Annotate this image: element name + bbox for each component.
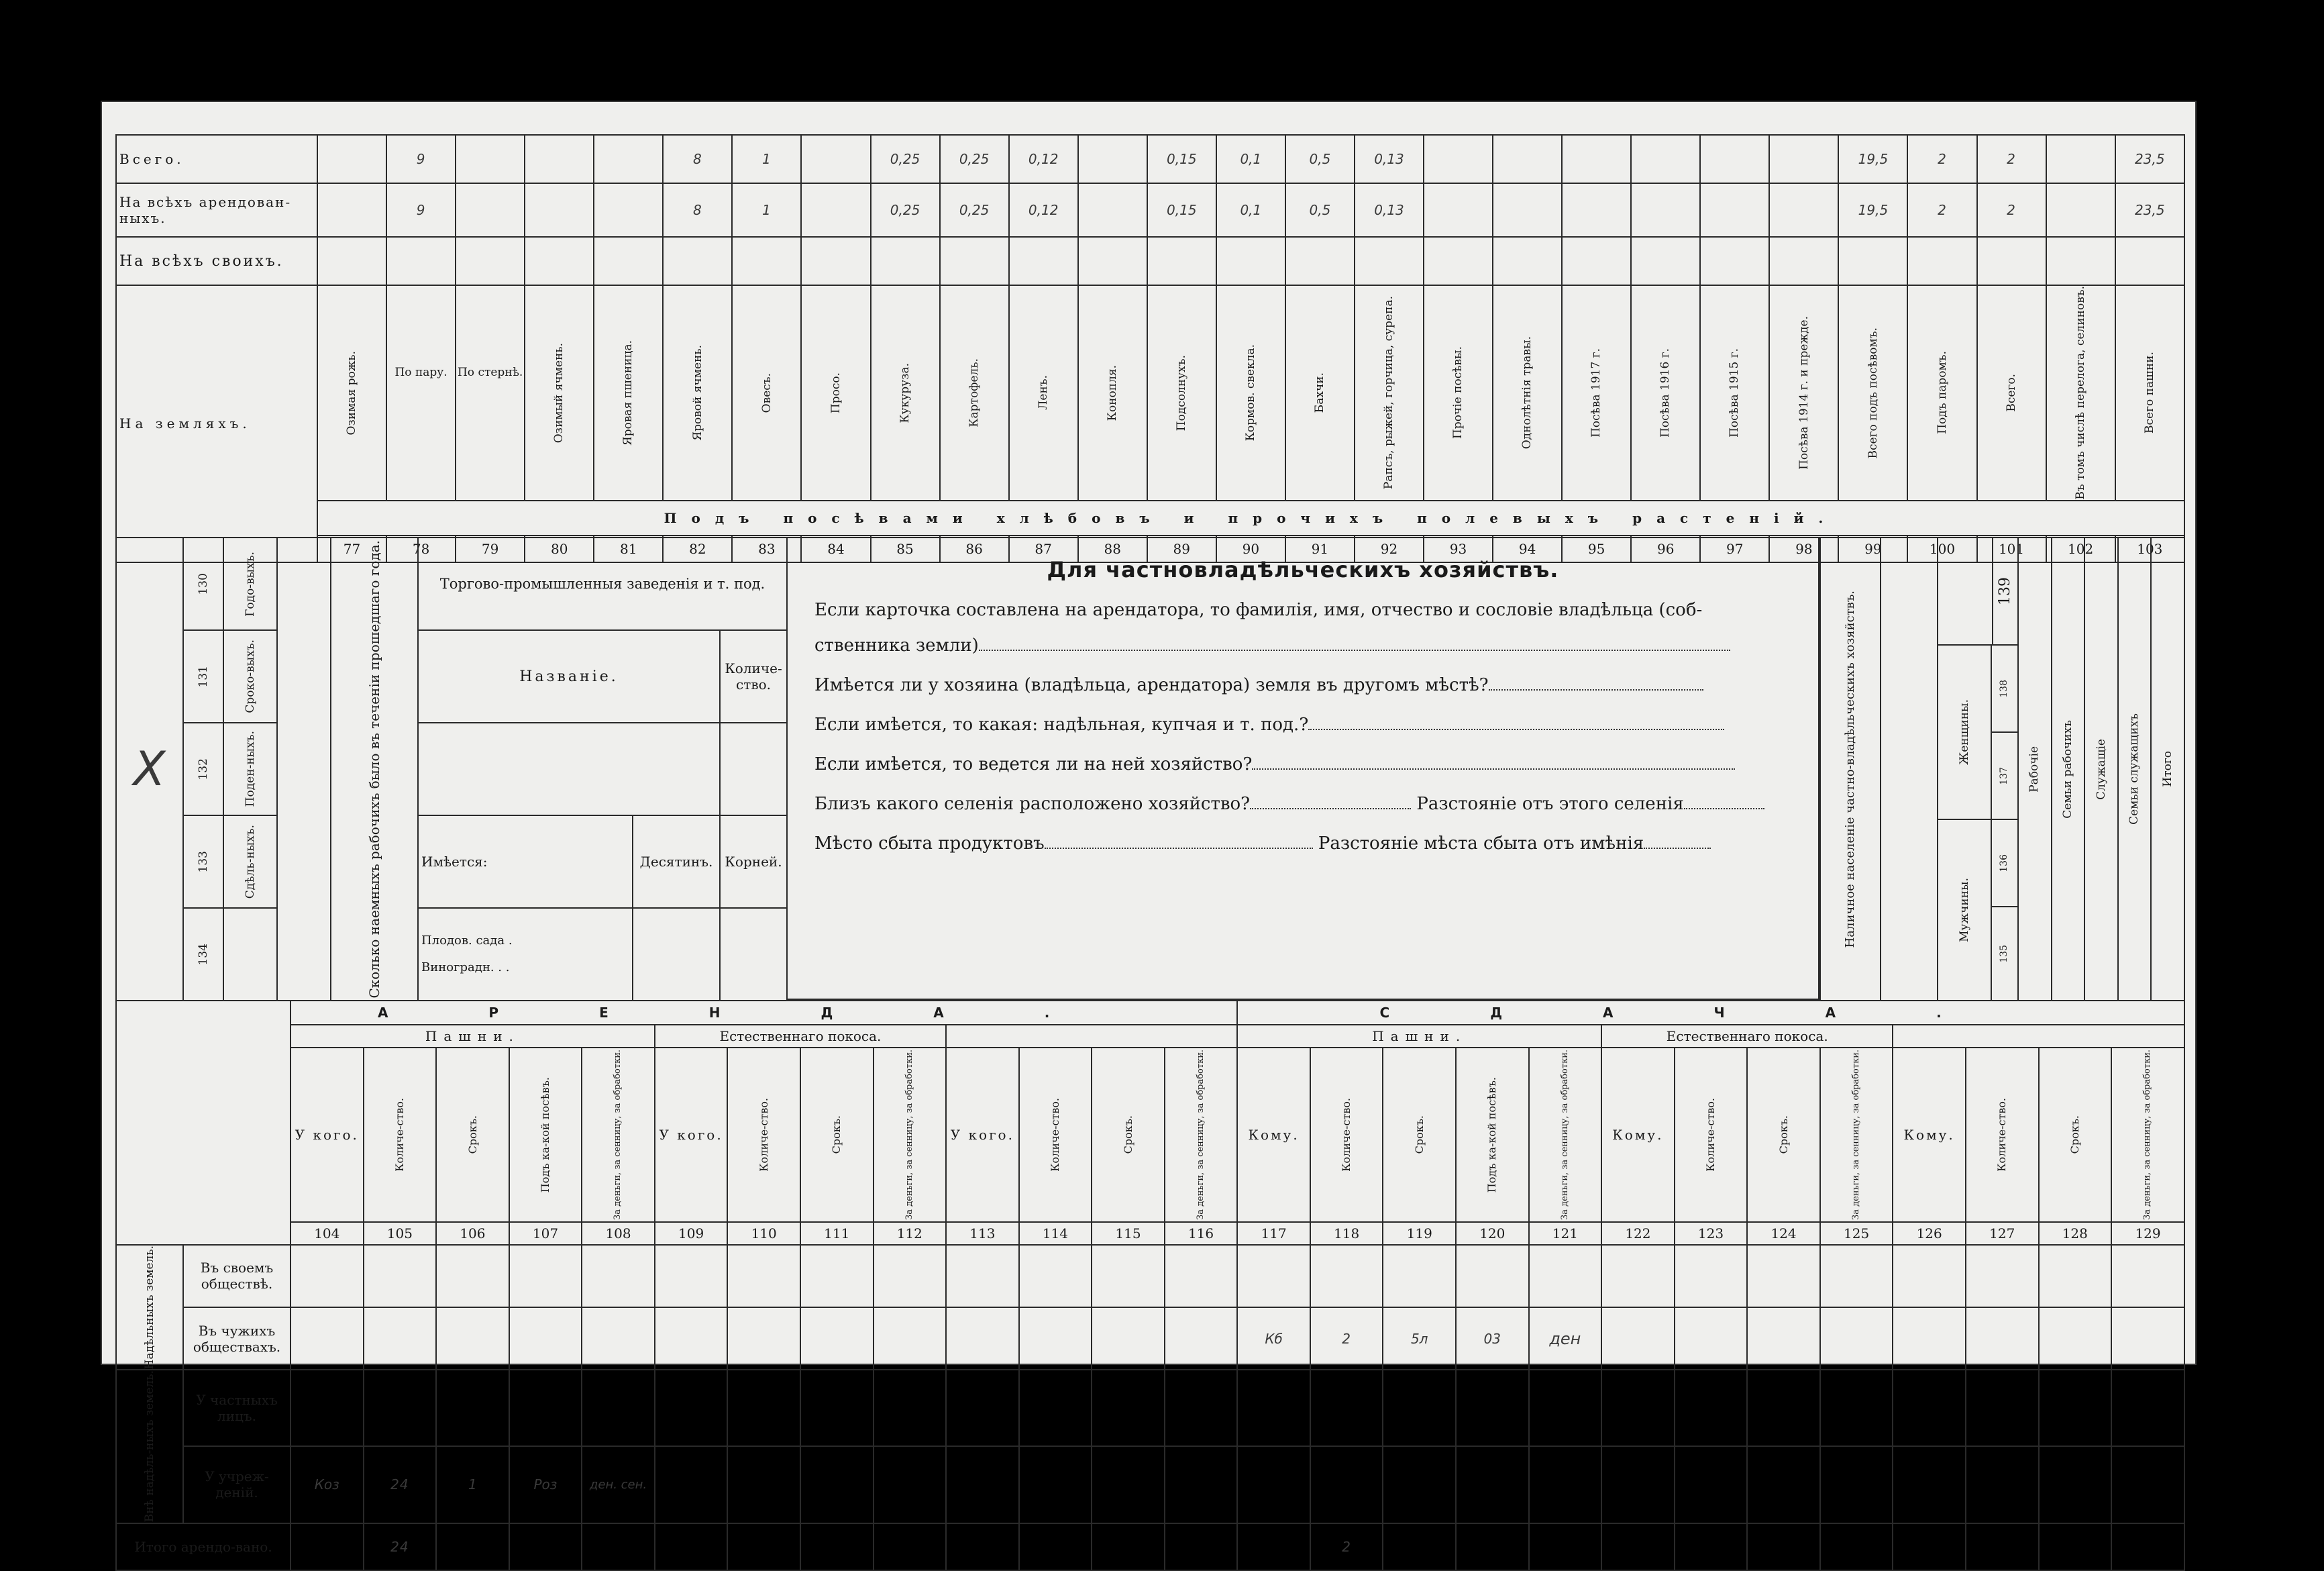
lease-column-header bbox=[1019, 1048, 1092, 1222]
hw-value: 23,5 bbox=[2115, 183, 2184, 237]
row-label: У учреж-деній. bbox=[183, 1446, 290, 1523]
hw-value: 1 bbox=[732, 135, 801, 183]
lease-column-number: 110 bbox=[727, 1222, 800, 1245]
form-line-5: Если имѣется, то ведется ли на ней хозяйство? bbox=[814, 754, 1253, 774]
lease-column-header bbox=[290, 1048, 364, 1222]
lease-column-header bbox=[1237, 1048, 1310, 1222]
crop-column-number: 82 bbox=[663, 536, 732, 562]
lease-column-header bbox=[1456, 1048, 1529, 1222]
hw-value: 19,5 bbox=[1838, 135, 1907, 183]
population-title: Наличное населеніе частно-владѣльческихъ хозяйствъ. bbox=[1843, 590, 1858, 948]
lease-column-header bbox=[946, 1048, 1019, 1222]
row-institutions bbox=[116, 1446, 2184, 1523]
hw-value: 0,15 bbox=[1147, 135, 1216, 183]
name-header: Названіе. bbox=[418, 630, 720, 723]
lease-column-label: У кого. bbox=[659, 1126, 723, 1143]
hw-value: 2 bbox=[1907, 135, 1976, 183]
row-total bbox=[116, 135, 2184, 183]
lease-column-label: Срокъ. bbox=[2068, 1115, 2081, 1154]
lease-column-number: 119 bbox=[1383, 1222, 1456, 1245]
population-block bbox=[1819, 537, 2185, 1000]
lease-column-label: За деньги, за сенницу, за обработки. bbox=[1850, 1050, 1861, 1220]
crop-banner-row bbox=[116, 501, 2184, 536]
crop-column-number: 96 bbox=[1631, 536, 1700, 562]
row-label: Въ чужихъ обществахъ. bbox=[183, 1307, 290, 1370]
crop-column-header bbox=[1078, 285, 1147, 501]
crop-column-number: 87 bbox=[1009, 536, 1078, 562]
col-label: Поден-ныхъ. bbox=[243, 731, 257, 807]
hw-value: 0,12 bbox=[1009, 183, 1078, 237]
crop-column-header bbox=[1700, 285, 1769, 501]
lease-column-label: Кому. bbox=[1612, 1126, 1664, 1143]
hw-value: 9 bbox=[386, 135, 456, 183]
crop-column-label: Всего. bbox=[2004, 374, 2018, 412]
lease-column-number: 121 bbox=[1529, 1222, 1602, 1245]
form-line-7a: Мѣсто сбыта продуктовъ bbox=[814, 833, 1045, 854]
lease-column-label: За деньги, за сенницу, за обработки. bbox=[904, 1050, 914, 1220]
crop-table bbox=[115, 134, 2185, 557]
lease-column-number: 107 bbox=[509, 1222, 582, 1245]
lease-column-label: Количе-ство. bbox=[1340, 1098, 1353, 1172]
hw-value: 0,1 bbox=[1216, 135, 1285, 183]
crop-column-number: 101 bbox=[1977, 536, 2046, 562]
vineyard-label: Виноградн. . . bbox=[421, 960, 510, 974]
hw-value: Роз bbox=[509, 1446, 582, 1523]
row-own-society bbox=[116, 1245, 2184, 1307]
hw-value: 2 bbox=[1310, 1523, 1383, 1570]
row-other-society bbox=[116, 1307, 2184, 1370]
crop-column-label: Яровая пшеница. bbox=[621, 340, 635, 446]
lease-column-header bbox=[655, 1048, 728, 1222]
crop-column-header bbox=[1009, 285, 1078, 501]
crop-column-label: Посѣва 1917 г. bbox=[1589, 348, 1603, 438]
group-label: Надѣльныхъ земель. bbox=[142, 1245, 156, 1370]
crop-column-number: 100 bbox=[1907, 536, 1976, 562]
lease-column-label: Подъ ка-кой посѣвъ. bbox=[539, 1076, 552, 1193]
crop-column-header bbox=[2115, 285, 2184, 501]
lease-column-label: У кого. bbox=[295, 1126, 359, 1143]
crop-column-number: 97 bbox=[1700, 536, 1769, 562]
hw-value: 2 bbox=[1907, 183, 1976, 237]
crop-column-header bbox=[456, 285, 525, 501]
pashni-label: Пашни. bbox=[1237, 1025, 1601, 1048]
hw-value: 0,5 bbox=[1285, 183, 1355, 237]
lease-column-header bbox=[1820, 1048, 1893, 1222]
form-line-7b: Разстояніе мѣста сбыта отъ имѣнія bbox=[1318, 833, 1644, 854]
lease-column-header bbox=[1893, 1048, 1966, 1222]
col-num: 139 bbox=[1996, 577, 2013, 605]
lease-column-header bbox=[1529, 1048, 1602, 1222]
lease-column-header bbox=[2111, 1048, 2184, 1222]
crop-column-header bbox=[1424, 285, 1493, 501]
crop-column-header bbox=[386, 285, 456, 501]
crop-column-number: 84 bbox=[801, 536, 870, 562]
row-label: Всего. bbox=[116, 135, 317, 183]
lease-column-header bbox=[1601, 1048, 1675, 1222]
crop-column-header bbox=[594, 285, 663, 501]
lease-column-header bbox=[2039, 1048, 2112, 1222]
crop-column-header bbox=[1147, 285, 1216, 501]
col-label: Служащіе bbox=[2094, 738, 2108, 800]
crop-column-header bbox=[1216, 285, 1285, 501]
crop-column-number: 89 bbox=[1147, 536, 1216, 562]
korney-header: Корней. bbox=[720, 815, 787, 908]
hw-value: 0,5 bbox=[1285, 135, 1355, 183]
row-label: Итого арендо-вано. bbox=[116, 1523, 290, 1570]
crop-column-label: Однолѣтнія травы. bbox=[1520, 336, 1534, 450]
crop-header-row bbox=[116, 285, 2184, 501]
crop-column-number: 93 bbox=[1424, 536, 1493, 562]
crop-column-number: 94 bbox=[1493, 536, 1562, 562]
hw-value: 0,25 bbox=[940, 135, 1009, 183]
crop-column-header bbox=[1838, 285, 1907, 501]
col-num: 138 bbox=[1999, 679, 2010, 698]
lease-column-label: За деньги, за сенницу, за обработки. bbox=[1195, 1050, 1206, 1220]
lease-column-number: 115 bbox=[1092, 1222, 1165, 1245]
col-num: 130 bbox=[196, 572, 210, 595]
lease-column-number: 117 bbox=[1237, 1222, 1310, 1245]
form-line-4: Если имѣется, то какая: надѣльная, купчая и т. под.? bbox=[814, 715, 1309, 735]
crop-column-label: Ленъ. bbox=[1036, 375, 1050, 411]
desyatin-header: Десятинъ. bbox=[633, 815, 720, 908]
hw-value: 24 bbox=[364, 1446, 437, 1523]
crop-column-label: Картофель. bbox=[967, 358, 981, 427]
row-label: Въ своемъ обществѣ. bbox=[183, 1245, 290, 1307]
row-private bbox=[116, 1370, 2184, 1446]
row-label: На всѣхъ своихъ. bbox=[116, 237, 317, 285]
crop-column-number: 92 bbox=[1355, 536, 1424, 562]
crop-column-number: 88 bbox=[1078, 536, 1147, 562]
crop-column-number: 99 bbox=[1838, 536, 1907, 562]
crop-column-number: 95 bbox=[1562, 536, 1631, 562]
lease-header-row bbox=[116, 1048, 2184, 1222]
lease-column-label: Количе-ство. bbox=[757, 1098, 770, 1172]
crop-column-label: Всего пашни. bbox=[2142, 352, 2156, 434]
lease-column-header bbox=[1675, 1048, 1748, 1222]
sdacha-title: СДАЧА. bbox=[1237, 1001, 2184, 1025]
group-label: Внѣ надѣль-ныхъ земель. bbox=[142, 1370, 156, 1523]
crop-column-label: Посѣва 1914 г. и прежде. bbox=[1797, 315, 1811, 470]
hw-value: 5л bbox=[1383, 1307, 1456, 1370]
crop-column-header bbox=[1562, 285, 1631, 501]
lease-column-label: Срокъ. bbox=[466, 1115, 479, 1154]
hw-value: 0,15 bbox=[1147, 183, 1216, 237]
crop-column-label: Яровой ячмень. bbox=[690, 345, 704, 441]
lease-column-number: 106 bbox=[436, 1222, 509, 1245]
lease-table bbox=[115, 1000, 2185, 1555]
lease-column-header bbox=[727, 1048, 800, 1222]
crop-column-label: По пару. bbox=[394, 366, 447, 380]
workers-title: Сколько наемныхъ рабочихъ было въ теченіи прошедшаго года. bbox=[366, 540, 382, 999]
col-num: 132 bbox=[196, 758, 210, 780]
hw-value: 03 bbox=[1456, 1307, 1529, 1370]
lease-column-header bbox=[582, 1048, 655, 1222]
lease-column-label: За деньги, за сенницу, за обработки. bbox=[613, 1050, 623, 1220]
crop-column-header bbox=[2046, 285, 2115, 501]
crop-column-label: Въ томъ числѣ перелога, селиновъ. bbox=[2073, 286, 2087, 500]
crop-column-number: 83 bbox=[732, 536, 801, 562]
lease-column-number: 112 bbox=[874, 1222, 947, 1245]
crop-column-number: 102 bbox=[2046, 536, 2115, 562]
lease-column-number: 125 bbox=[1820, 1222, 1893, 1245]
census-card bbox=[101, 101, 2197, 1555]
crop-column-label: Рапсъ, рыжей, горчица, сурепа. bbox=[1382, 296, 1396, 490]
lease-column-header bbox=[1310, 1048, 1383, 1222]
crop-column-number: 86 bbox=[940, 536, 1009, 562]
lease-column-number: 128 bbox=[2039, 1222, 2112, 1245]
lease-column-number: 129 bbox=[2111, 1222, 2184, 1245]
crop-column-label: Прочіе посѣвы. bbox=[1451, 346, 1465, 440]
lease-column-header bbox=[1747, 1048, 1820, 1222]
hw-value: 1 bbox=[732, 183, 801, 237]
lease-column-label: Кому. bbox=[1903, 1126, 1955, 1143]
lease-column-header bbox=[1092, 1048, 1165, 1222]
form-line-1: Если карточка составлена на арендатора, то фамилія, имя, отчество и сословіе владѣльца (соб- bbox=[814, 600, 1703, 620]
lease-number-row bbox=[116, 1222, 2184, 1245]
lease-column-header bbox=[1165, 1048, 1238, 1222]
col-label: Рабочіе bbox=[2027, 746, 2042, 793]
hw-value: 23,5 bbox=[2115, 135, 2184, 183]
has-label: Имѣется: bbox=[418, 815, 633, 908]
lease-column-number: 113 bbox=[946, 1222, 1019, 1245]
private-farm-form bbox=[786, 537, 1819, 1000]
col-num: 131 bbox=[196, 665, 210, 688]
crop-column-header bbox=[801, 285, 870, 501]
crop-column-header bbox=[1355, 285, 1424, 501]
hw-value: ден. сен. bbox=[582, 1446, 655, 1523]
lease-column-header bbox=[1966, 1048, 2039, 1222]
crop-column-label: Кукуруза. bbox=[898, 362, 912, 423]
row-rented bbox=[116, 183, 2184, 237]
lease-column-header bbox=[874, 1048, 947, 1222]
crop-column-number: 85 bbox=[871, 536, 940, 562]
lease-column-number: 124 bbox=[1747, 1222, 1820, 1245]
lease-column-label: Подъ ка-кой посѣвъ. bbox=[1485, 1076, 1499, 1193]
lease-column-header bbox=[1383, 1048, 1456, 1222]
col-label: Сроко-выхъ. bbox=[243, 640, 257, 713]
lease-column-label: Количе-ство. bbox=[393, 1098, 407, 1172]
crop-column-number: 78 bbox=[386, 536, 456, 562]
crop-column-number: 77 bbox=[317, 536, 386, 562]
form-line-6a: Близъ какого селенія расположено хозяйство? bbox=[814, 794, 1251, 814]
lease-column-number: 120 bbox=[1456, 1222, 1529, 1245]
crop-banner: Подъ посѣвами хлѣбовъ и прочихъ полевыхъ растеній. bbox=[317, 501, 2184, 536]
crop-column-number: 98 bbox=[1769, 536, 1838, 562]
hw-value: Коз bbox=[290, 1446, 364, 1523]
qty-header: Количе-ство. bbox=[720, 630, 787, 723]
lease-column-number: 105 bbox=[364, 1222, 437, 1245]
row-label: У частныхъ лицъ. bbox=[183, 1370, 290, 1446]
hw-value: 0,1 bbox=[1216, 183, 1285, 237]
col-label: Итого bbox=[2160, 751, 2174, 787]
col-num: 133 bbox=[196, 850, 210, 873]
lease-column-number: 104 bbox=[290, 1222, 364, 1245]
lease-column-number: 127 bbox=[1966, 1222, 2039, 1245]
lease-column-label: Количе-ство. bbox=[1995, 1098, 2009, 1172]
lease-column-label: За деньги, за сенницу, за обработки. bbox=[2142, 1050, 2153, 1220]
hw-value: ден bbox=[1529, 1307, 1602, 1370]
row-own bbox=[116, 237, 2184, 285]
lease-subtitle-row bbox=[116, 1025, 2184, 1048]
crop-column-number: 103 bbox=[2115, 536, 2184, 562]
hw-value: 24 bbox=[364, 1523, 437, 1570]
hw-value: 0,25 bbox=[940, 183, 1009, 237]
lease-column-header bbox=[509, 1048, 582, 1222]
lease-column-number: 108 bbox=[582, 1222, 655, 1245]
crop-column-header bbox=[940, 285, 1009, 501]
lease-column-label: У кого. bbox=[950, 1126, 1014, 1143]
row-label: На всѣхъ арендован-ныхъ. bbox=[116, 183, 317, 237]
col-label: Семьи рабочихъ bbox=[2061, 719, 2075, 819]
hired-workers-block bbox=[115, 537, 786, 1000]
crop-column-label: Посѣва 1916 г. bbox=[1658, 348, 1673, 438]
hw-value: 2 bbox=[1977, 135, 2046, 183]
pokos-label: Естественнаго покоса. bbox=[655, 1025, 946, 1048]
row-lease-total bbox=[116, 1523, 2184, 1570]
col-num: 137 bbox=[1999, 766, 2010, 785]
lease-column-label: За деньги, за сенницу, за обработки. bbox=[1559, 1050, 1570, 1220]
hw-value: 8 bbox=[663, 183, 732, 237]
col-label: Годо-выхъ. bbox=[243, 551, 257, 617]
crop-column-number: 79 bbox=[456, 536, 525, 562]
hw-value: 2 bbox=[1310, 1307, 1383, 1370]
crop-column-header bbox=[732, 285, 801, 501]
hw-value: 0,25 bbox=[871, 183, 940, 237]
crop-column-label: Подъ паромъ. bbox=[1935, 351, 1949, 435]
hw-value: 2 bbox=[1977, 183, 2046, 237]
crop-column-label: Овесъ. bbox=[759, 372, 774, 413]
crop-column-label: Всего подъ посѣвомъ. bbox=[1866, 327, 1880, 459]
crop-column-header bbox=[1769, 285, 1838, 501]
form-line-3: Имѣется ли у хозяина (владѣльца, арендатора) земля въ другомъ мѣстѣ? bbox=[814, 675, 1489, 695]
crop-column-label: Озимая рожь. bbox=[345, 350, 359, 436]
col-num: 134 bbox=[196, 943, 210, 966]
arenda-title: АРЕНДА. bbox=[290, 1001, 1237, 1025]
lease-column-label: Кому. bbox=[1248, 1126, 1300, 1143]
crop-column-header bbox=[871, 285, 940, 501]
hw-value: 0,13 bbox=[1355, 135, 1424, 183]
lease-column-header bbox=[436, 1048, 509, 1222]
col-label: Сдѣль-ныхъ. bbox=[243, 824, 257, 899]
form-line-2: ственника земли) bbox=[814, 636, 979, 656]
lease-column-label: Срокъ. bbox=[830, 1115, 843, 1154]
lease-column-label: Количе-ство. bbox=[1049, 1098, 1062, 1172]
crop-column-header bbox=[1631, 285, 1700, 501]
hw-value: Кб bbox=[1237, 1307, 1310, 1370]
crop-column-header bbox=[1977, 285, 2046, 501]
trade-title: Торгово-промышленныя заведенія и т. под. bbox=[418, 538, 787, 630]
crop-column-number: 81 bbox=[594, 536, 663, 562]
crop-column-header bbox=[1493, 285, 1562, 501]
crop-column-label: Подсолнухъ. bbox=[1174, 354, 1188, 431]
hw-mark: X bbox=[116, 538, 183, 1001]
crop-column-number: 90 bbox=[1216, 536, 1285, 562]
hw-value: 1 bbox=[436, 1446, 509, 1523]
lease-column-number: 109 bbox=[655, 1222, 728, 1245]
hw-value: 0,12 bbox=[1009, 135, 1078, 183]
crop-column-label: Озимый ячмень. bbox=[552, 342, 566, 443]
crop-column-number: 91 bbox=[1285, 536, 1355, 562]
lease-column-number: 118 bbox=[1310, 1222, 1383, 1245]
hw-value: 19,5 bbox=[1838, 183, 1907, 237]
form-title: Для частновладѣльческихъ хозяйствъ. bbox=[1047, 557, 1559, 582]
pokos-label: Естественнаго покоса. bbox=[1601, 1025, 1893, 1048]
lease-column-label: Срокъ. bbox=[1777, 1115, 1790, 1154]
lease-column-header bbox=[364, 1048, 437, 1222]
col-num: 135 bbox=[1999, 944, 2010, 963]
crop-column-label: По стернѣ. bbox=[457, 366, 523, 380]
lease-column-number: 123 bbox=[1675, 1222, 1748, 1245]
lease-column-label: Срокъ. bbox=[1412, 1115, 1426, 1154]
form-line-6b: Разстояніе отъ этого селенія bbox=[1416, 794, 1684, 814]
women-label: Женщины. bbox=[1957, 699, 1971, 765]
crop-column-header bbox=[525, 285, 594, 501]
crop-column-label: Конопля. bbox=[1105, 364, 1119, 421]
crop-column-header bbox=[663, 285, 732, 501]
lease-column-number: 114 bbox=[1019, 1222, 1092, 1245]
lease-column-number: 122 bbox=[1601, 1222, 1675, 1245]
men-label: Мужчины. bbox=[1957, 878, 1971, 942]
crop-column-label: Кормов. свекла. bbox=[1244, 344, 1257, 442]
crop-column-header bbox=[317, 285, 386, 501]
lease-title-row bbox=[116, 1001, 2184, 1025]
lease-column-label: Количе-ство. bbox=[1704, 1098, 1718, 1172]
row-label-na-zemlyakh: На земляхъ. bbox=[116, 285, 317, 562]
crop-column-label: Бахчи. bbox=[1313, 372, 1327, 413]
lease-column-header bbox=[800, 1048, 874, 1222]
crop-column-number: 80 bbox=[525, 536, 594, 562]
lease-column-label: Срокъ. bbox=[1121, 1115, 1134, 1154]
orchard-label: Плодов. сада . bbox=[421, 933, 513, 948]
lease-column-number: 111 bbox=[800, 1222, 874, 1245]
col-label: Семьи служащихъ bbox=[2127, 713, 2142, 825]
crop-column-label: Просо. bbox=[829, 372, 843, 413]
lease-column-number: 116 bbox=[1165, 1222, 1238, 1245]
col-num: 136 bbox=[1999, 854, 2010, 872]
hw-value: 8 bbox=[663, 135, 732, 183]
crop-column-header bbox=[1907, 285, 1976, 501]
hw-value: 0,13 bbox=[1355, 183, 1424, 237]
crop-column-label: Посѣва 1915 г. bbox=[1728, 348, 1742, 438]
hw-value: 9 bbox=[386, 183, 456, 237]
lease-column-number: 126 bbox=[1893, 1222, 1966, 1245]
hw-value: 0,25 bbox=[871, 135, 940, 183]
pashni-label: Пашни. bbox=[290, 1025, 655, 1048]
crop-column-header bbox=[1285, 285, 1355, 501]
